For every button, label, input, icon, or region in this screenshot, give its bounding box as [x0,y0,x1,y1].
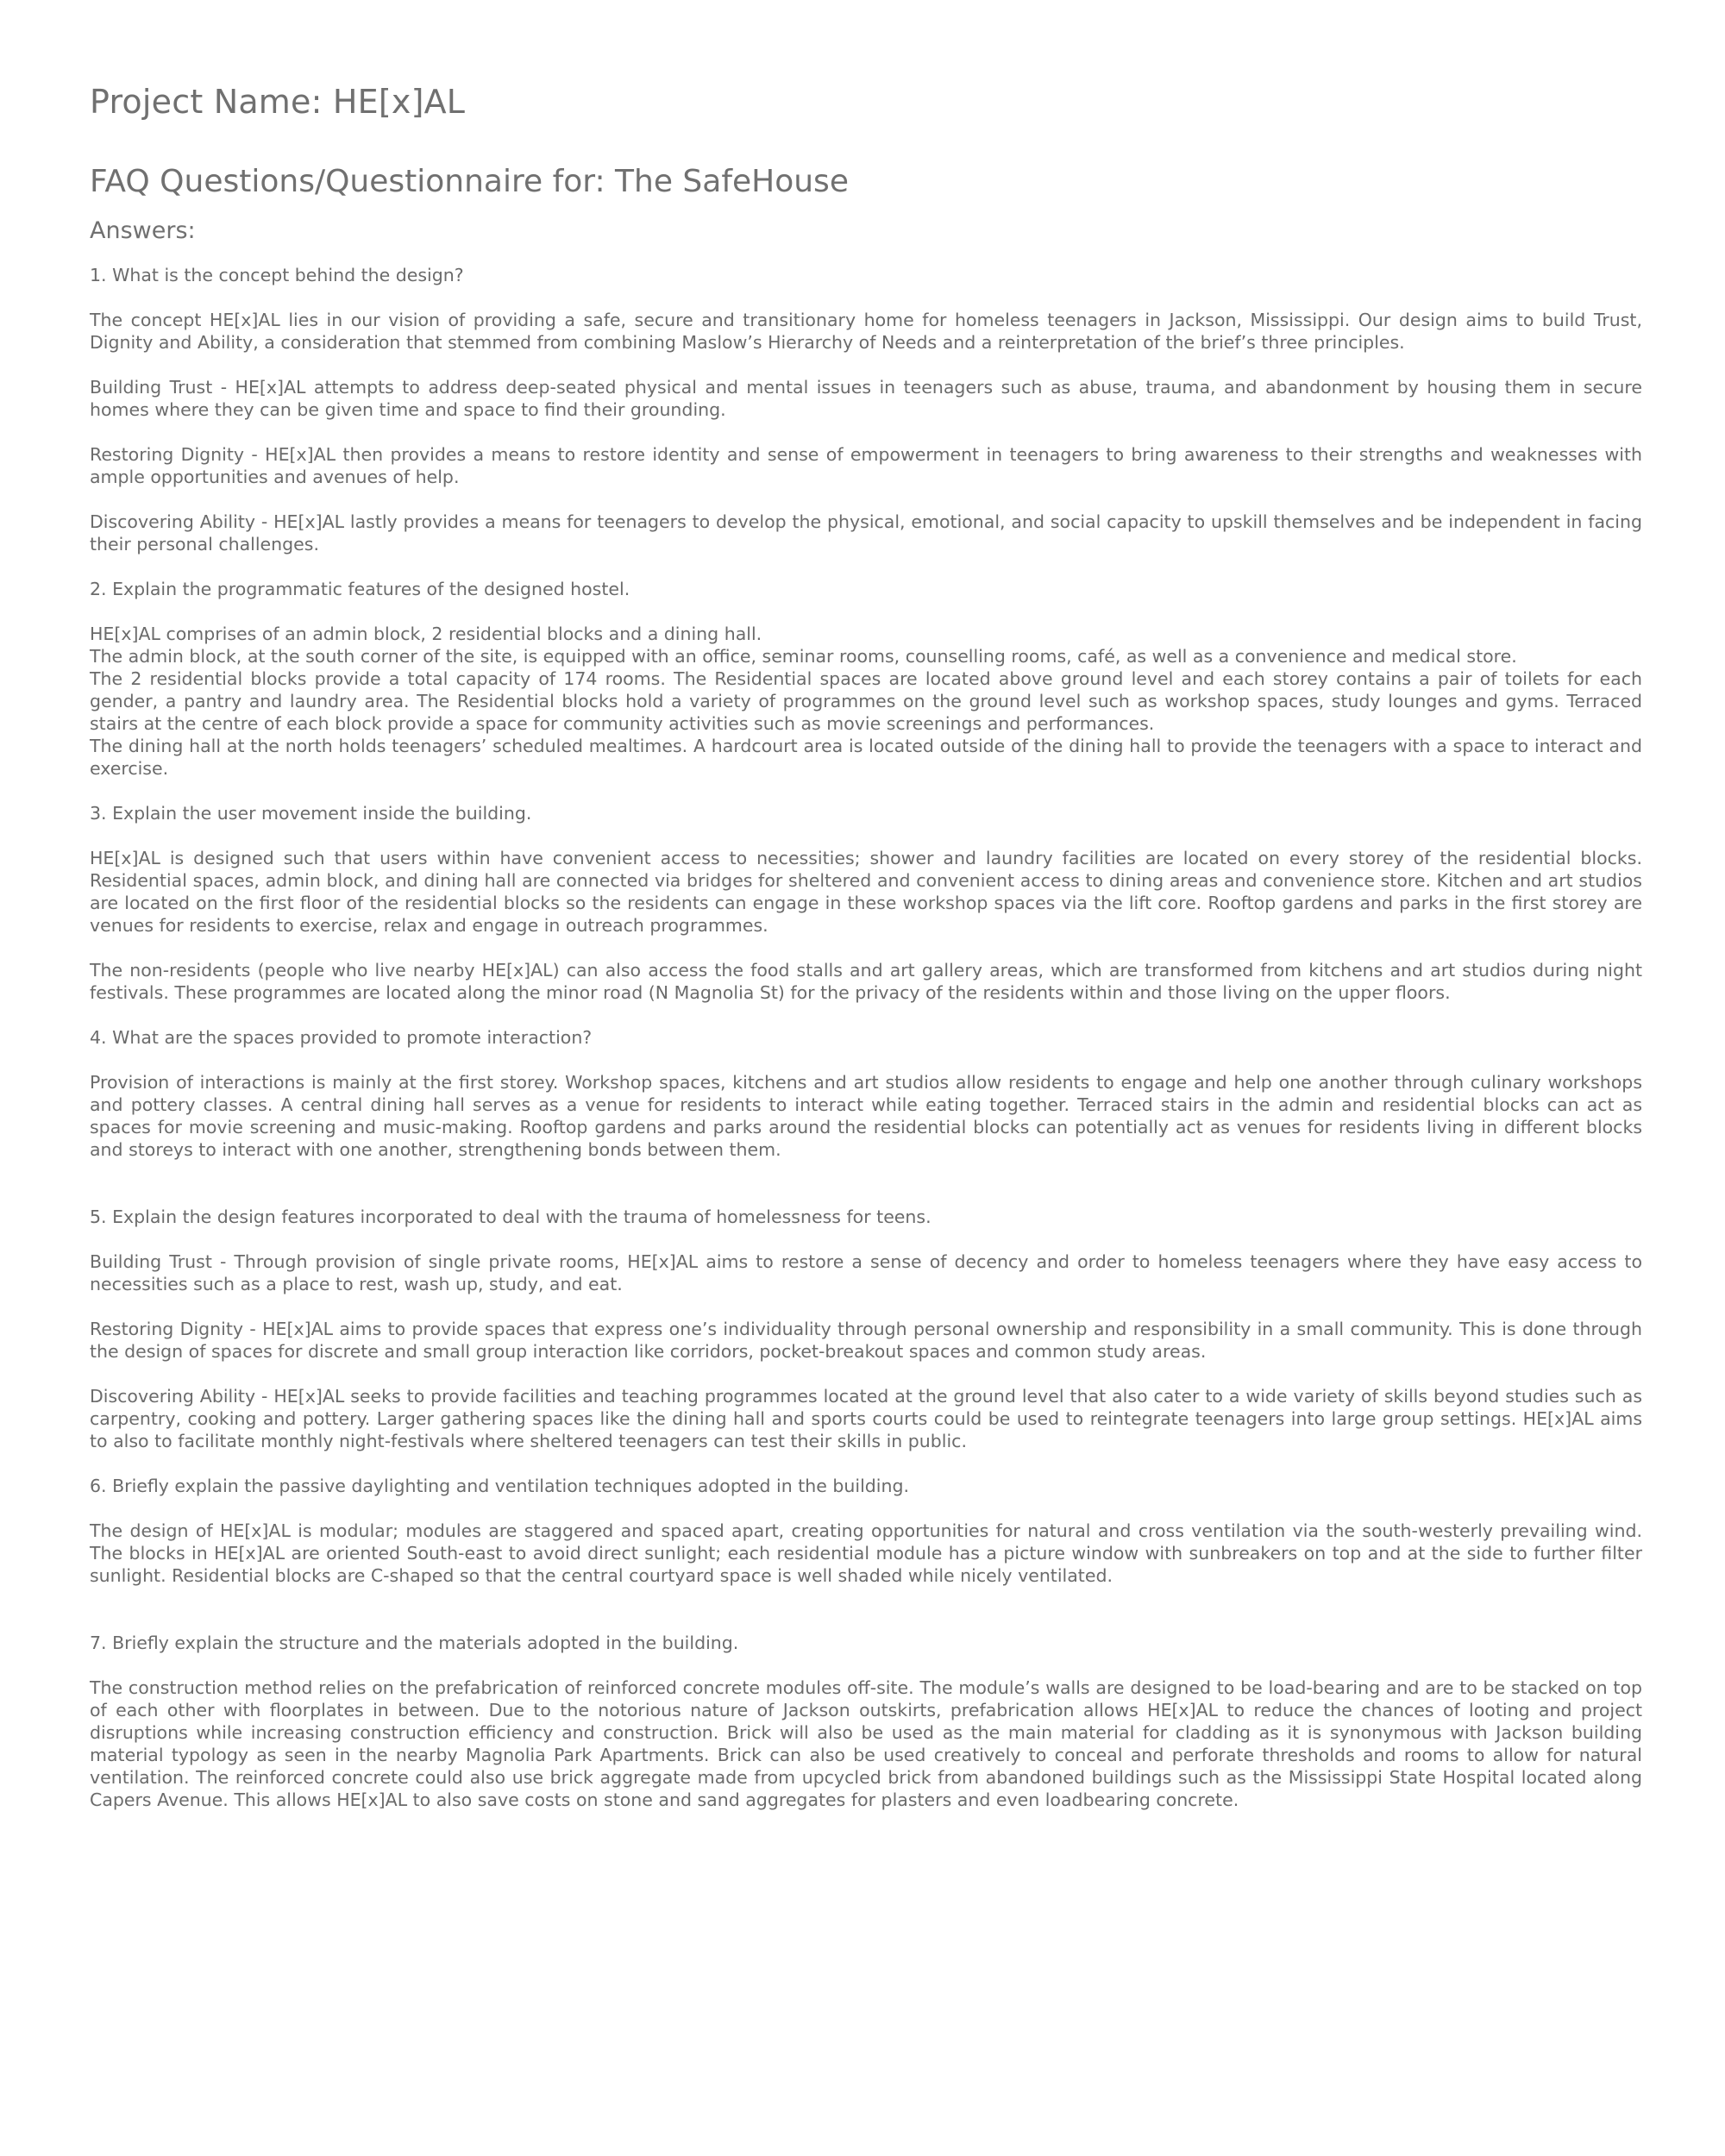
answer-1-paragraph-3: Restoring Dignity - HE[x]AL then provides a means to restore identity and sense of empowerment in teenagers to bring awareness to their strengths and weaknesses with ample opportunities and avenues of help. [90,444,1642,487]
question-1: 1. What is the concept behind the design? [90,265,464,285]
answer-7-paragraph-1: The construction method relies on the prefabrication of reinforced concrete modules off-site. The module’s walls are designed to be load-bearing and are to be stacked on top of each other with floorplates in between. Due to the notorious nature of Jackson outskirts, prefabrication allows HE[x]AL to reduce the chances of looting and project disruptions while increasing construction efficiency and construction. Brick will also be used as the main material for cladding as it is synonymous with Jackson building material typology as seen in the nearby Magnolia Park Apartments. Brick can also be used creatively to conceal and perforate thresholds and rooms to allow for natural ventilation. The reinforced concrete could also use brick aggregate made from upcycled brick from abandoned buildings such as the Mississippi State Hospital located along Capers Avenue. This allows HE[x]AL to also save costs on stone and sand aggregates for plasters and even loadbearing concrete. [90,1677,1642,1810]
faq-title-heading: FAQ Questions/Questionnaire for: The SafeHouse [90,164,849,199]
answer-6-paragraph-1: The design of HE[x]AL is modular; modules are staggered and spaced apart, creating opportunities for natural and cross ventilation via the south-westerly prevailing wind. The blocks in HE[x]AL are oriented South-east to avoid direct sunlight; each residential module has a picture window with sunbreakers on top and at the side to further filter sunlight. Residential blocks are C-shaped so that the central courtyard space is well shaded while nicely ventilated. [90,1520,1642,1586]
question-2: 2. Explain the programmatic features of the designed hostel. [90,579,630,599]
answer-1-paragraph-4: Discovering Ability - HE[x]AL lastly provides a means for teenagers to develop the physical, emotional, and social capacity to upskill themselves and be independent in facing their personal challenges. [90,511,1642,555]
answer-5-paragraph-3: Discovering Ability - HE[x]AL seeks to provide facilities and teaching programmes located at the ground level that also cater to a wide variety of skills beyond studies such as carpentry, cooking and pottery. Larger gathering spaces like the dining hall and sports courts could be used to reintegrate teenagers into large group settings. HE[x]AL aims to also to facilitate monthly night-festivals where sheltered teenagers can test their skills in public. [90,1386,1642,1451]
question-6: 6. Briefly explain the passive daylighting and ventilation techniques adopted in the building. [90,1476,910,1496]
project-name-heading: Project Name: HE[x]AL [90,83,466,121]
answer-2-paragraph-2: The admin block, at the south corner of the site, is equipped with an office, seminar rooms, counselling rooms, café, as well as a convenience and medical store. [90,646,1517,667]
faq-section-3 [90,802,1642,1004]
faq-section-6 [90,1475,1642,1587]
answer-4-paragraph-1: Provision of interactions is mainly at the first storey. Workshop spaces, kitchens and art studios allow residents to engage and help one another through culinary workshops and pottery classes. A central dining hall serves as a venue for residents to interact while eating together. Terraced stairs in the admin and residential blocks can act as spaces for movie screening and music-making. Rooftop gardens and parks around the residential blocks can potentially act as venues for residents living in different blocks and storeys to interact with one another, strengthening bonds between them. [90,1072,1642,1160]
answers-label: Answers: [90,217,196,244]
document-body [90,79,1642,1833]
answer-2-paragraph-4: The dining hall at the north holds teenagers’ scheduled mealtimes. A hardcourt area is located outside of the dining hall to provide the teenagers with a space to interact and exercise. [90,736,1642,779]
answer-1-paragraph-1: The concept HE[x]AL lies in our vision of providing a safe, secure and transitionary home for homeless teenagers in Jackson, Mississippi. Our design aims to build Trust, Dignity and Ability, a consideration that stemmed from combining Maslow’s Hierarchy of Needs and a reinterpretation of the brief’s three principles. [90,310,1642,353]
answer-3-paragraph-2: The non-residents (people who live nearby HE[x]AL) can also access the food stalls and art gallery areas, which are transformed from kitchens and art studios during night festivals. These programmes are located along the minor road (N Magnolia St) for the privacy of the residents within and those living on the upper floors. [90,960,1642,1003]
answer-2-paragraph-1: HE[x]AL comprises of an admin block, 2 residential blocks and a dining hall. [90,624,762,644]
faq-section-1 [90,264,1642,555]
faq-section-4 [90,1026,1642,1161]
faq-section-7 [90,1632,1642,1811]
question-5: 5. Explain the design features incorporated to deal with the trauma of homelessness for teens. [90,1206,932,1227]
question-3: 3. Explain the user movement inside the building. [90,803,532,824]
question-7: 7. Briefly explain the structure and the materials adopted in the building. [90,1633,739,1653]
answer-2-paragraph-3: The 2 residential blocks provide a total capacity of 174 rooms. The Residential spaces are located above ground level and each storey contains a pair of toilets for each gender, a pantry and laundry area. The Residential blocks hold a variety of programmes on the ground level such as workshop spaces, study lounges and gyms. Terraced stairs at the centre of each block provide a space for community activities such as movie screenings and performances. [90,668,1642,734]
answer-1-paragraph-2: Building Trust - HE[x]AL attempts to address deep-seated physical and mental issues in teenagers such as abuse, trauma, and abandonment by housing them in secure homes where they can be given time and space to find their grounding. [90,377,1642,420]
faq-section-2 [90,578,1642,780]
faq-section-5 [90,1206,1642,1452]
answer-5-paragraph-2: Restoring Dignity - HE[x]AL aims to provide spaces that express one’s individuality through personal ownership and responsibility in a small community. This is done through the design of spaces for discrete and small group interaction like corridors, pocket-breakout spaces and common study areas. [90,1319,1642,1362]
answer-5-paragraph-1: Building Trust - Through provision of single private rooms, HE[x]AL aims to restore a sense of decency and order to homeless teenagers where they have easy access to necessities such as a place to rest, wash up, study, and eat. [90,1251,1642,1294]
answer-3-paragraph-1: HE[x]AL is designed such that users within have convenient access to necessities; shower and laundry facilities are located on every storey of the residential blocks. Residential spaces, admin block, and dining hall are connected via bridges for sheltered and convenient access to dining areas and convenience store. Kitchen and art studios are located on the first floor of the residential blocks so the residents can engage in these workshop spaces via the lift core. Rooftop gardens and parks in the first storey are venues for residents to exercise, relax and engage in outreach programmes. [90,848,1642,936]
question-4: 4. What are the spaces provided to promote interaction? [90,1027,593,1048]
